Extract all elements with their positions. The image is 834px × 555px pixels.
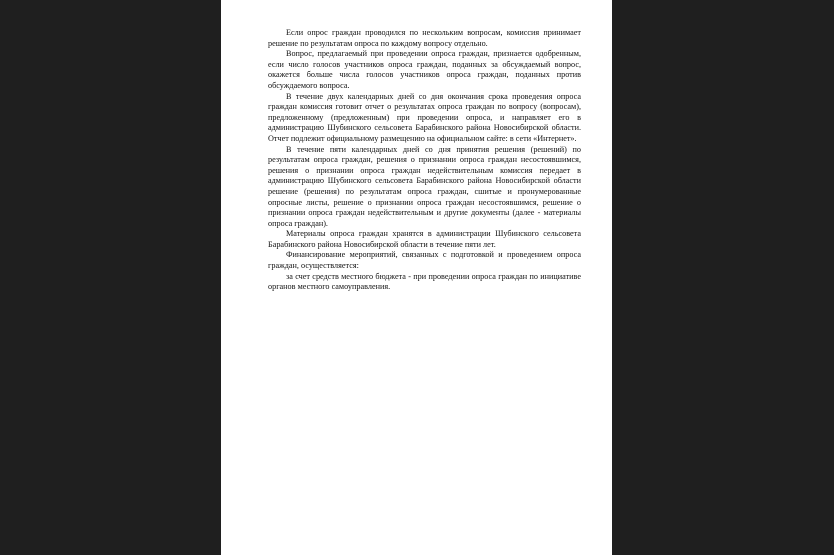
document-page [221, 0, 612, 555]
paragraph: Вопрос, предлагаемый при проведении опроса граждан, признается одобренным, если число голосов участников опроса граждан, поданных за обсуждаемый вопрос, окажется больше числа голосов участников опроса граждан, поданных против обсуждаемого вопроса. [268, 49, 581, 90]
paragraph: Финансирование мероприятий, связанных с подготовкой и проведением опроса граждан, осуществляется: [268, 250, 581, 271]
page-text [268, 28, 581, 293]
paragraph: В течение двух календарных дней со дня окончания срока проведения опроса граждан комиссия готовит отчет о результатах опроса граждан по вопросу (вопросам), предложенному (предложенным) при проведении опроса, и направляет его в администрацию Шубинского сельсовета Барабинского района Новосибирской области. Отчет подлежит официальному размещению на официальном сайте: в сети «Интернет». [268, 91, 581, 143]
paragraph: В течение пяти календарных дней со дня принятия решения (решений) по результатам опроса граждан, решения о признании опроса граждан несостоявшимся, решения о признании опроса граждан недействительным комиссия передает в администрацию Шубинского сельсовета Барабинского района Новосибирской области решение (решения) по результатам опроса граждан, сшитые и пронумерованные опросные листы, решение о признании опроса граждан несостоявшимся, решение о признании опроса граждан недействительным и другие документы (далее - материалы опроса граждан). [268, 144, 581, 228]
paragraph: за счет средств местного бюджета - при проведении опроса граждан по инициативе органов местного самоуправления. [268, 271, 581, 292]
paragraph: Материалы опроса граждан хранятся в администрации Шубинского сельсовета Барабинского района Новосибирской области в течение пяти лет. [268, 229, 581, 249]
paragraph: Если опрос граждан проводился по нескольким вопросам, комиссия принимает решение по результатам опроса по каждому вопросу отдельно. [268, 28, 581, 48]
